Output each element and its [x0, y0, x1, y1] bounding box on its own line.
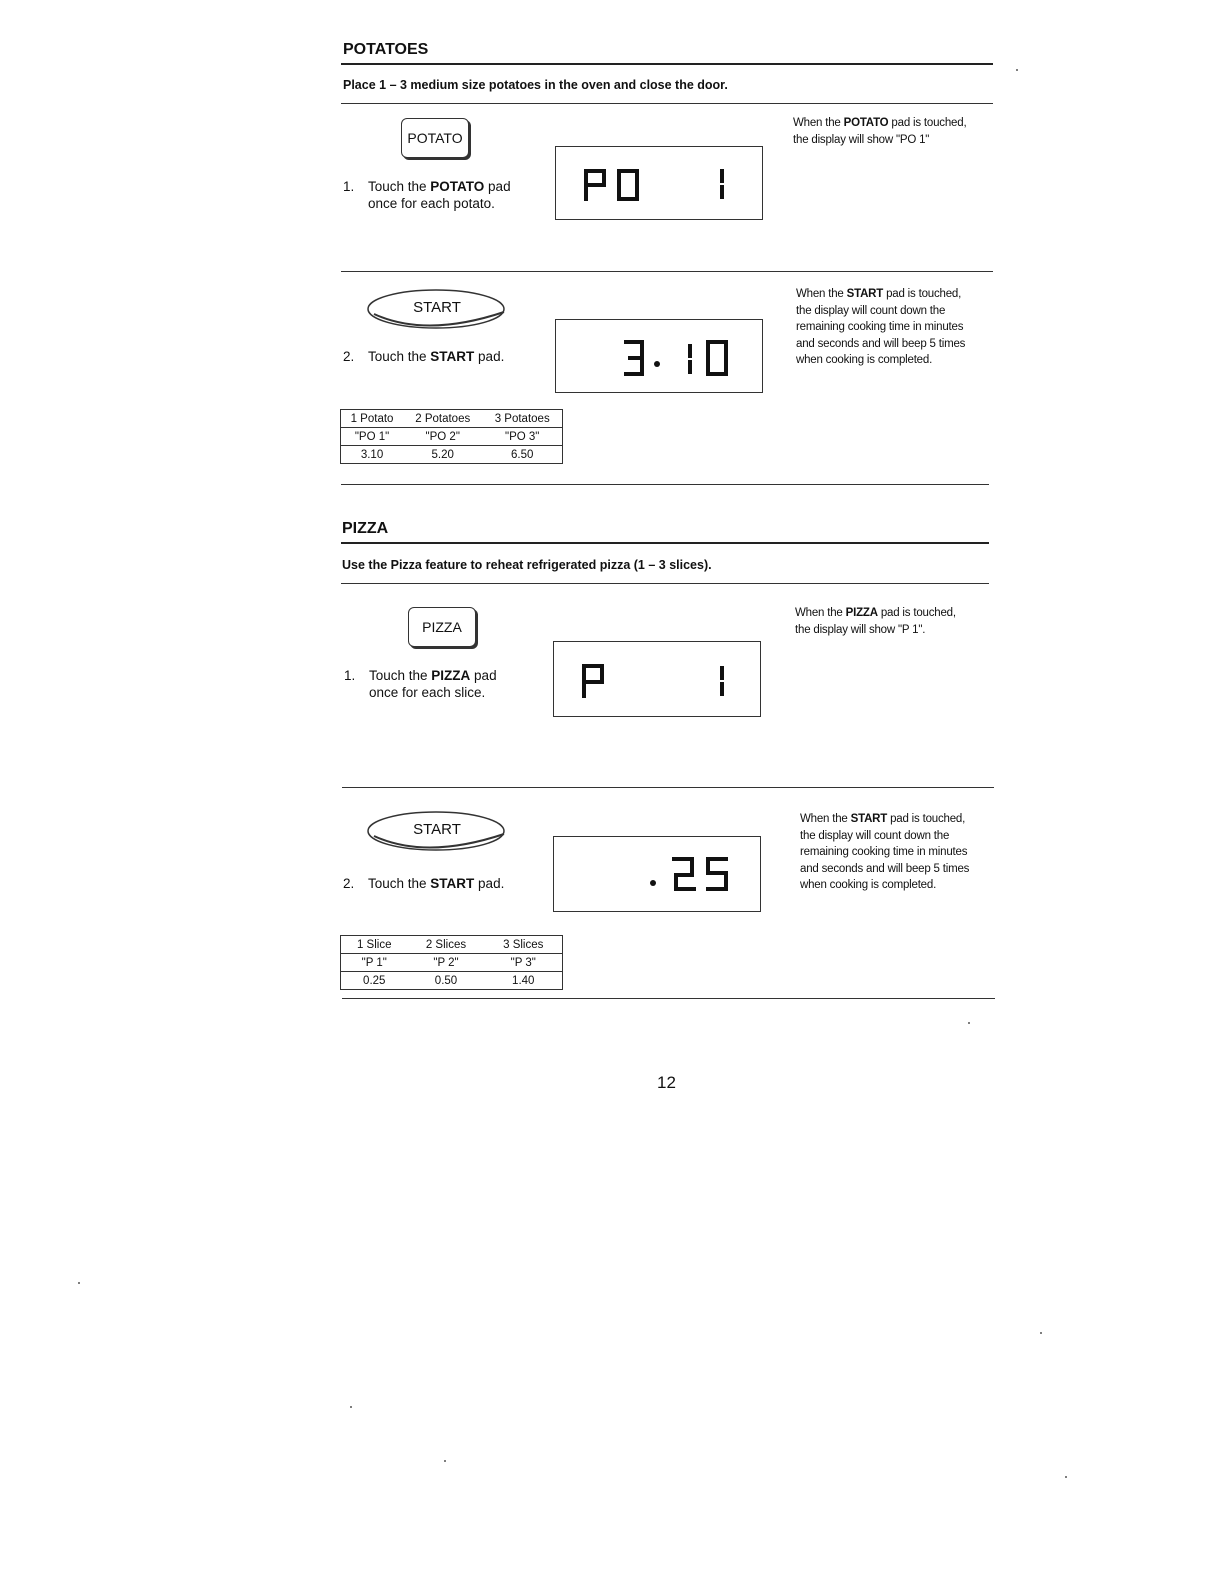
table-cell: "PO 3"	[505, 430, 540, 443]
start-pad-label: START	[413, 821, 461, 838]
step-number: 2.	[343, 876, 355, 891]
note-text: pad is touched,	[887, 813, 966, 825]
divider	[342, 787, 994, 788]
page-number: 12	[657, 1073, 676, 1092]
lcd-display	[555, 146, 763, 220]
table-row	[341, 410, 563, 428]
start-pad-button[interactable]	[366, 288, 508, 332]
step-text: pad.	[474, 349, 505, 364]
potatoes-heading: POTATOES	[343, 41, 429, 58]
note-text-bold: PIZZA	[845, 607, 878, 619]
note-text: When the	[800, 813, 851, 825]
table-cell: "P 1"	[361, 956, 387, 969]
note-text: the display will show "P 1".	[795, 623, 926, 636]
potato-reference-table	[340, 409, 563, 464]
step-text-bold: POTATO	[430, 179, 485, 194]
step-text: once for each slice.	[369, 685, 486, 700]
potato-pad-button[interactable]	[401, 118, 469, 158]
step-text: Touch the	[368, 876, 431, 891]
divider	[342, 998, 995, 999]
note-text: the display will count down the	[800, 829, 950, 842]
table-row	[341, 428, 563, 446]
lcd-display	[555, 319, 763, 393]
note-text: and seconds and will beep 5 times	[796, 337, 966, 350]
scan-speck	[444, 1460, 446, 1462]
table-cell: 2 Potatoes	[415, 412, 471, 425]
lcd-display	[553, 641, 761, 717]
pizza-reference-table	[340, 935, 563, 990]
step-text-bold: START	[430, 876, 475, 891]
table-cell: 5.20	[431, 448, 454, 461]
step-number: 2.	[343, 349, 355, 364]
note-text-bold: POTATO	[843, 117, 889, 129]
potato-pad-label: POTATO	[407, 130, 463, 146]
table-cell: 1 Slice	[356, 938, 392, 951]
pizza-note-1	[795, 605, 1005, 638]
table-cell: 2 Slices	[425, 938, 467, 951]
table-cell: "P 3"	[510, 956, 536, 969]
potato-note-1	[793, 115, 1003, 148]
step-text: Touch the	[368, 349, 431, 364]
lcd-segments	[556, 147, 762, 219]
divider	[341, 63, 993, 65]
note-text: When the	[793, 117, 844, 129]
divider	[341, 103, 993, 104]
divider	[341, 484, 989, 485]
start-pad-label: START	[413, 299, 461, 316]
step-number: 1.	[344, 668, 356, 683]
table-cell: 1.40	[512, 974, 535, 987]
note-text-bold: START	[846, 288, 884, 300]
step-number: 1.	[343, 179, 355, 194]
scan-speck	[350, 1406, 352, 1408]
note-text: pad is touched,	[877, 607, 956, 619]
table-cell: "P 2"	[433, 956, 459, 969]
note-text: the display will show "PO 1"	[793, 133, 930, 146]
note-text: pad is touched,	[883, 288, 962, 300]
step-text: pad	[470, 668, 497, 683]
lcd-segments	[554, 837, 760, 911]
table-cell: 3.10	[360, 448, 384, 461]
note-text: When the	[796, 288, 847, 300]
step-text: pad	[484, 179, 511, 194]
pizza-pad-button[interactable]	[408, 607, 476, 647]
step-text: pad.	[474, 876, 505, 891]
table-cell: 3 Slices	[503, 938, 544, 951]
scan-speck	[1065, 1476, 1067, 1478]
table-cell: 0.50	[434, 974, 458, 987]
table-row	[341, 954, 563, 972]
note-text: the display will count down the	[796, 304, 946, 317]
potato-note-2	[796, 286, 1006, 369]
step-text: once for each potato.	[368, 196, 495, 211]
note-text: pad is touched,	[888, 117, 967, 129]
pizza-intro: Use the Pizza feature to reheat refrigerated pizza (1 – 3 slices).	[342, 558, 712, 572]
table-row	[341, 972, 563, 990]
table-cell: "PO 2"	[425, 430, 460, 443]
table-cell: 6.50	[511, 448, 534, 461]
step-text: Touch the	[369, 668, 432, 683]
potatoes-intro: Place 1 – 3 medium size potatoes in the oven and close the door.	[343, 78, 728, 92]
table-cell: 3 Potatoes	[494, 412, 550, 425]
note-text: when cooking is completed.	[796, 354, 933, 366]
lcd-segments	[556, 320, 762, 392]
table-cell: "PO 1"	[354, 430, 390, 443]
scan-speck	[1040, 1332, 1042, 1334]
step-text-bold: PIZZA	[431, 668, 471, 683]
table-cell: 0.25	[363, 974, 386, 987]
lcd-display	[553, 836, 761, 912]
scan-speck	[78, 1282, 80, 1284]
divider	[341, 583, 989, 584]
pizza-pad-label: PIZZA	[422, 619, 462, 635]
note-text: When the	[795, 607, 846, 619]
step-text: Touch the	[368, 179, 431, 194]
scan-speck	[968, 1022, 970, 1024]
pizza-note-2	[800, 811, 1010, 894]
scan-speck	[1016, 69, 1018, 71]
divider	[341, 271, 993, 272]
note-text: and seconds and will beep 5 times	[800, 862, 970, 875]
start-pad-button[interactable]	[366, 810, 508, 854]
table-cell: 1 Potato	[350, 412, 394, 425]
note-text: remaining cooking time in minutes	[796, 321, 964, 333]
table-row	[341, 936, 563, 954]
table-row	[341, 446, 563, 464]
divider	[341, 542, 989, 544]
note-text: when cooking is completed.	[800, 879, 937, 891]
pizza-heading: PIZZA	[342, 520, 389, 537]
lcd-segments	[554, 642, 760, 716]
note-text-bold: START	[850, 813, 888, 825]
step-text-bold: START	[430, 349, 475, 364]
note-text: remaining cooking time in minutes	[800, 846, 968, 858]
